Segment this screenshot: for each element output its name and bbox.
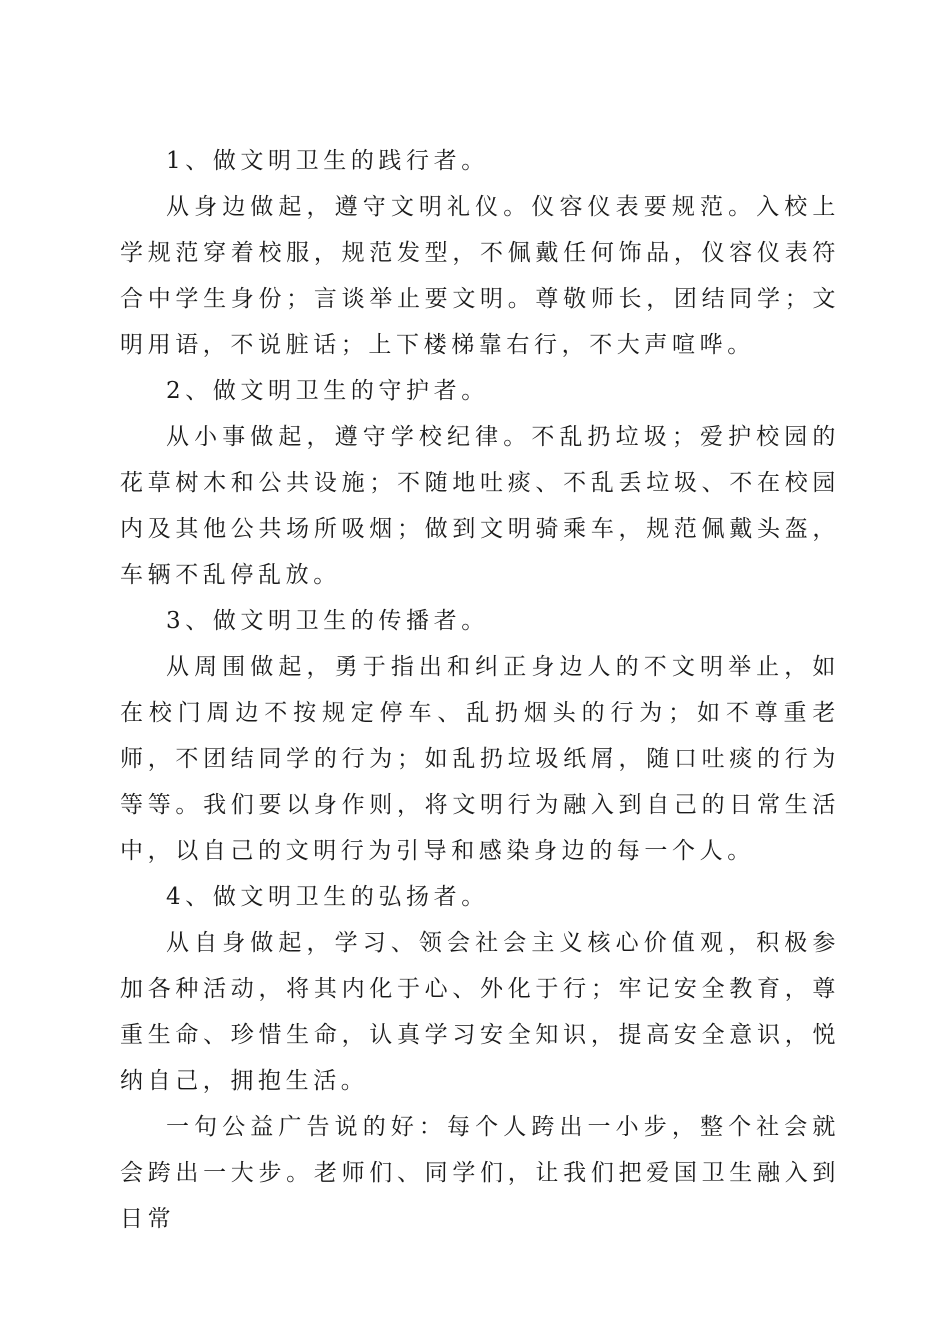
paragraph-core-values: 从自身做起，学习、领会社会主义核心价值观，积极参加各种活动，将其内化于心、外化于行；牢记安全教育，尊重生命、珍惜生命，认真学习安全知识，提高安全意识，悦纳自己，拥抱生活。 bbox=[120, 930, 840, 1094]
paragraph-discipline: 从小事做起，遵守学校纪律。不乱扔垃圾；爱护校园的花草树木和公共设施；不随地吐痰、不乱丢垃圾、不在校园内及其他公共场所吸烟；做到文明骑乘车，规范佩戴头盔，车辆不乱停乱放。 bbox=[120, 424, 840, 588]
paragraph-closing: 一句公益广告说的好：每个人跨出一小步，整个社会就会跨出一大步。老师们、同学们，让我们把爱国卫生融入到日常 bbox=[120, 1114, 840, 1232]
paragraph-correction: 从周围做起，勇于指出和纠正身边人的不文明举止，如在校门周边不按规定停车、乱扔烟头的行为；如不尊重老师，不团结同学的行为；如乱扔垃圾纸屑，随口吐痰的行为等等。我们要以身作则，将文明行为融入到自己的日常生活中，以自己的文明行为引导和感染身边的每一个人。 bbox=[120, 654, 840, 864]
paragraph-etiquette: 从身边做起，遵守文明礼仪。仪容仪表要规范。入校上学规范穿着校服，规范发型，不佩戴任何饰品，仪容仪表符合中学生身份；言谈举止要文明。尊敬师长，团结同学；文明用语，不说脏话；上下楼梯靠右行，不大声喧哗。 bbox=[120, 194, 840, 358]
heading-promoter: 4、做文明卫生的弘扬者。 bbox=[166, 884, 489, 910]
document-page bbox=[120, 138, 840, 1242]
heading-practitioner: 1、做文明卫生的践行者。 bbox=[166, 148, 489, 174]
heading-guardian: 2、做文明卫生的守护者。 bbox=[166, 378, 489, 404]
heading-disseminator: 3、做文明卫生的传播者。 bbox=[166, 608, 489, 634]
